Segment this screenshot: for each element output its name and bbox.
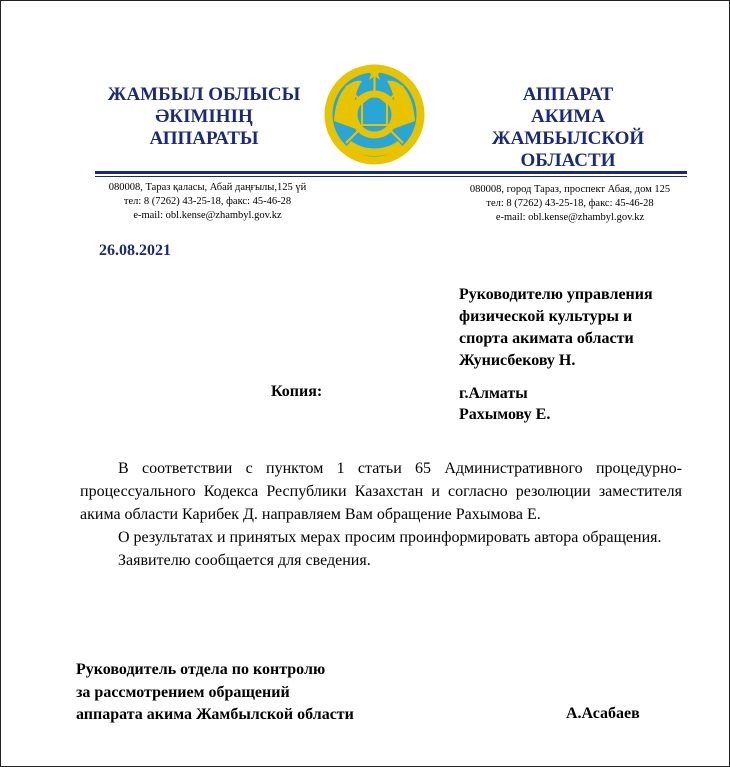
header-divider-thick [95,171,687,174]
header-right-line: АППАРАТ [522,84,614,105]
address-line: 080008, Тараз қаласы, Абай даңғылы,125 үй [108,182,307,193]
copy-recipient [459,383,550,425]
signature-line: Руководитель отдела по контролю [76,661,326,678]
recipient-line: спорта акимата области [459,330,634,347]
recipient-line: Жунисбекову Н. [459,352,576,369]
address-line: e-mail: obl.kense@zhambyl.gov.kz [495,212,645,223]
state-emblem-icon [322,63,427,166]
address-left [90,181,325,223]
body-paragraph: О результатах и принятых мерах просим проинформировать автора обращения. [118,529,662,546]
copy-line: г.Алматы [459,385,528,402]
recipient-block [459,284,689,372]
header-left-kazakh [104,84,304,150]
address-right [450,183,690,225]
address-line: тел: 8 (7262) 43-25-18, факс: 45-46-28 [123,196,292,207]
copy-label: Копия: [271,383,323,400]
signature-title [76,659,354,727]
signer-name: А.Асабаев [566,705,640,722]
header-left-line: ЖАМБЫЛ ОБЛЫСЫ [107,84,301,105]
header-right-russian [446,84,690,172]
recipient-line: Руководителю управления [459,286,653,303]
signature-line: аппарата акима Жамбылской области [76,706,354,723]
copy-line: Рахымову Е. [459,406,551,423]
address-line: тел: 8 (7262) 43-25-18, факс: 45-46-28 [486,198,654,209]
header-left-line: АППАРАТЫ [149,128,259,149]
recipient-line: физической культуры и [459,308,633,325]
signature-line: за рассмотрением обращений [76,683,290,701]
header-right-line: ЖАМБЫЛСКОЙ ОБЛАСТИ [491,128,645,171]
header-right-line: АКИМА [531,106,605,127]
body-paragraph: В соответствии с пунктом 1 статьи 65 Административного процедурно-процессуального Кодекса Республики Казахстан и согласно резолюции заместителя акима области Карибек Д. направляем Вам обращение Рахымова Е. [80,460,682,523]
document-date: 26.08.2021 [99,242,171,259]
letter-body [80,457,682,572]
header-left-line: ӘКІМІНІҢ [155,106,253,127]
body-paragraph: Заявителю сообщается для сведения. [118,552,371,569]
address-line: 080008, город Тараз, проспект Абая, дом 125 [469,184,671,195]
address-line: e-mail: obl.kense@zhambyl.gov.kz [133,210,282,221]
header-divider-thin [95,176,687,177]
